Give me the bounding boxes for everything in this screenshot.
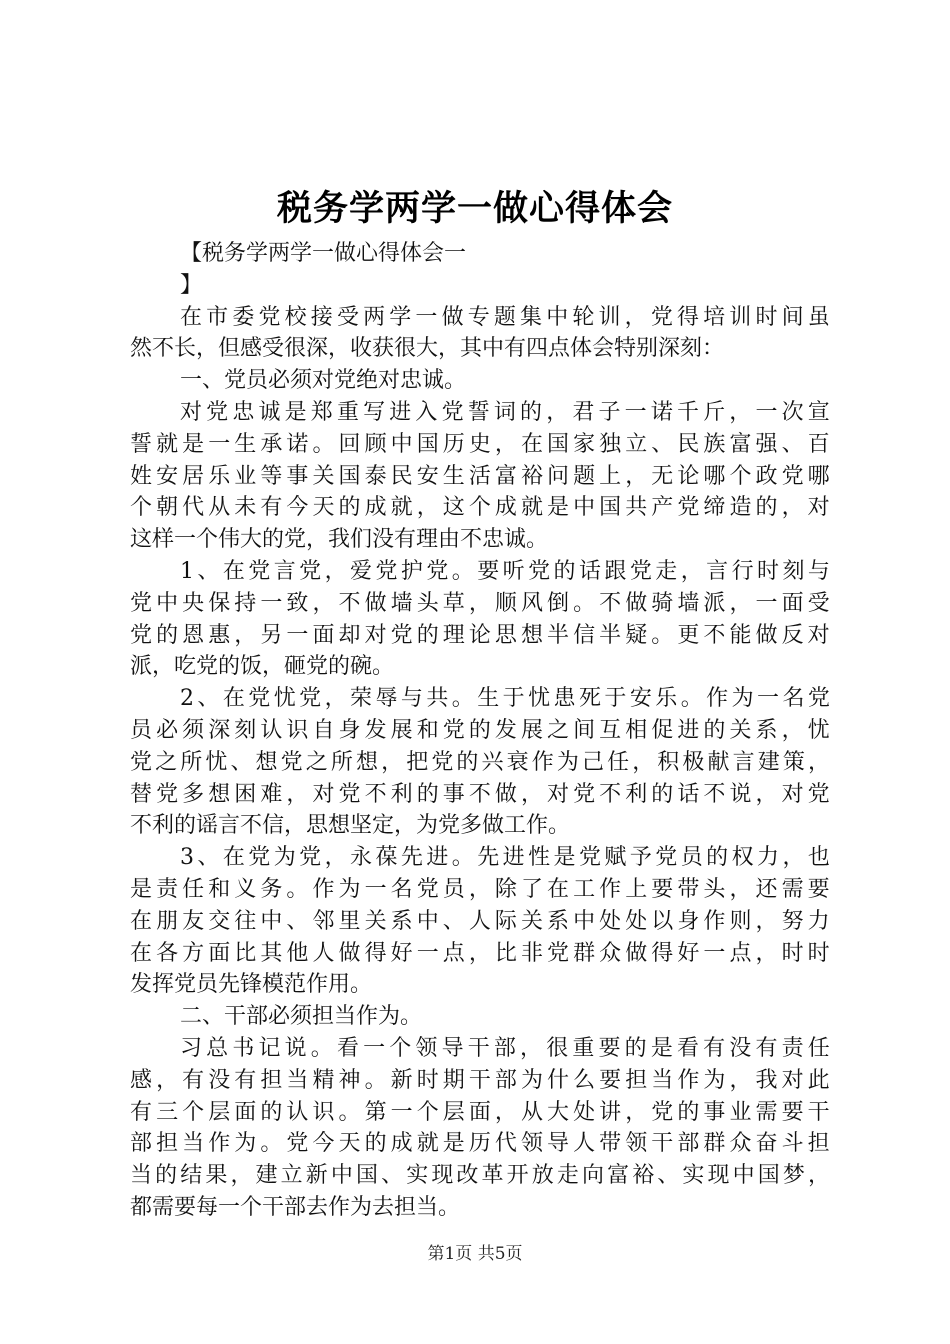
body-line: 替 党 多 想 困 难 ， 对 党 不 利 的 事 不 做 ， 对 党 不 利 的 话 不 说 ， 对 党 (130, 781, 830, 807)
body-line: 2 、 在 党 忧 党 ， 荣 辱 与 共 。 生 于 忧 患 死 于 安 乐 。 作 为 一 名 党 (180, 686, 830, 712)
body-line: 在 市 委 党 校 接 受 两 学 一 做 专 题 集 中 轮 训 ， 党 得 培 训 时 间 虽 (180, 304, 830, 330)
body-line: 有 三 个 层 面 的 认 识 。 第 一 个 层 面 ， 从 大 处 讲 ， 党 的 事 业 需 要 干 (130, 1099, 830, 1125)
body-line: 然不长，但感受很深，收获很大，其中有四点体会特别深刻： (130, 336, 725, 362)
body-line: 这样一个伟大的党，我们没有理由不忠诚。 (130, 527, 549, 553)
body-line: 党 中 央 保 持 一 致 ， 不 做 墙 头 草 ， 顺 风 倒 。 不 做 骑 墙 派 ， 一 面 受 (130, 590, 830, 616)
body-line: 对 党 忠 诚 是 郑 重 写 进 入 党 誓 词 的 ， 君 子 一 诺 千 斤 ， 一 次 宣 (180, 399, 830, 425)
page-footer: 第1页 共5页 (427, 1244, 523, 1264)
body-line: 个 朝 代 从 未 有 今 天 的 成 就 ， 这 个 成 就 是 中 国 共 产 党 缔 造 的 ， 对 (130, 495, 830, 521)
body-line: 誓 就 是 一 生 承 诺 。 回 顾 中 国 历 史 ， 在 国 家 独 立 、 民 族 富 强 、 百 (130, 431, 830, 457)
body-line: 派，吃党的饭，砸党的碗。 (130, 654, 395, 680)
body-line: 都需要每一个干部去作为去担当。 (130, 1194, 461, 1220)
body-line: 在 朋 友 交 往 中 、 邻 里 关 系 中 、 人 际 关 系 中 处 处 以 身 作 则 ， 努 力 (130, 908, 830, 934)
body-line: 姓 安 居 乐 业 等 事 关 国 泰 民 安 生 活 富 裕 问 题 上 ， 无 论 哪 个 政 党 哪 (130, 463, 830, 489)
body-line: 【税务学两学一做心得体会一 (180, 241, 467, 266)
body-line: 】 (180, 272, 203, 298)
body-line: 党 之 所 忧 、 想 党 之 所 想 ， 把 党 的 兴 衰 作 为 己 任 ， 积 极 献 言 建 策 ， (130, 749, 830, 775)
body-line: 是 责 任 和 义 务 。 作 为 一 名 党 员 ， 除 了 在 工 作 上 要 带 头 ， 还 需 要 (130, 876, 830, 902)
body-line: 二、干部必须担当作为。 (180, 1004, 423, 1030)
body-line: 3 、 在 党 为 党 ， 永 葆 先 进 。 先 进 性 是 党 赋 予 党 员 的 权 力 ， 也 (180, 845, 830, 871)
body-line: 党 的 恩 惠 ， 另 一 面 却 对 党 的 理 论 思 想 半 信 半 疑 。 更 不 能 做 反 对 (130, 622, 830, 648)
body-line: 部 担 当 作 为 。 党 今 天 的 成 就 是 历 代 领 导 人 带 领 干 部 群 众 奋 斗 担 (130, 1131, 830, 1157)
body-line: 1 、 在 党 言 党 ， 爱 党 护 党 。 要 听 党 的 话 跟 党 走 ， 言 行 时 刻 与 (180, 558, 830, 584)
body-line: 当 的 结 果 ， 建 立 新 中 国 、 实 现 改 革 开 放 走 向 富 裕 、 实 现 中 国 梦 ， (130, 1163, 830, 1189)
document-body (130, 238, 830, 1224)
body-line: 习 总 书 记 说 。 看 一 个 领 导 干 部 ， 很 重 要 的 是 看 有 没 有 责 任 (180, 1035, 830, 1061)
body-line: 员 必 须 深 刻 认 识 自 身 发 展 和 党 的 发 展 之 间 互 相 促 进 的 关 系 ， 忧 (130, 717, 830, 743)
body-line: 不利的谣言不信，思想坚定，为党多做工作。 (130, 813, 571, 839)
body-line: 在 各 方 面 比 其 他 人 做 得 好 一 点 ， 比 非 党 群 众 做 得 好 一 点 ， 时 时 (130, 940, 830, 966)
document-title: 税务学两学一做心得体会 (276, 188, 673, 229)
body-line: 一、党员必须对党绝对忠诚。 (180, 368, 467, 394)
body-line: 感 ， 有 没 有 担 当 精 神 。 新 时 期 干 部 为 什 么 要 担 当 作 为 ， 我 对 此 (130, 1067, 830, 1093)
body-line: 发挥党员先锋模范作用。 (130, 972, 373, 998)
